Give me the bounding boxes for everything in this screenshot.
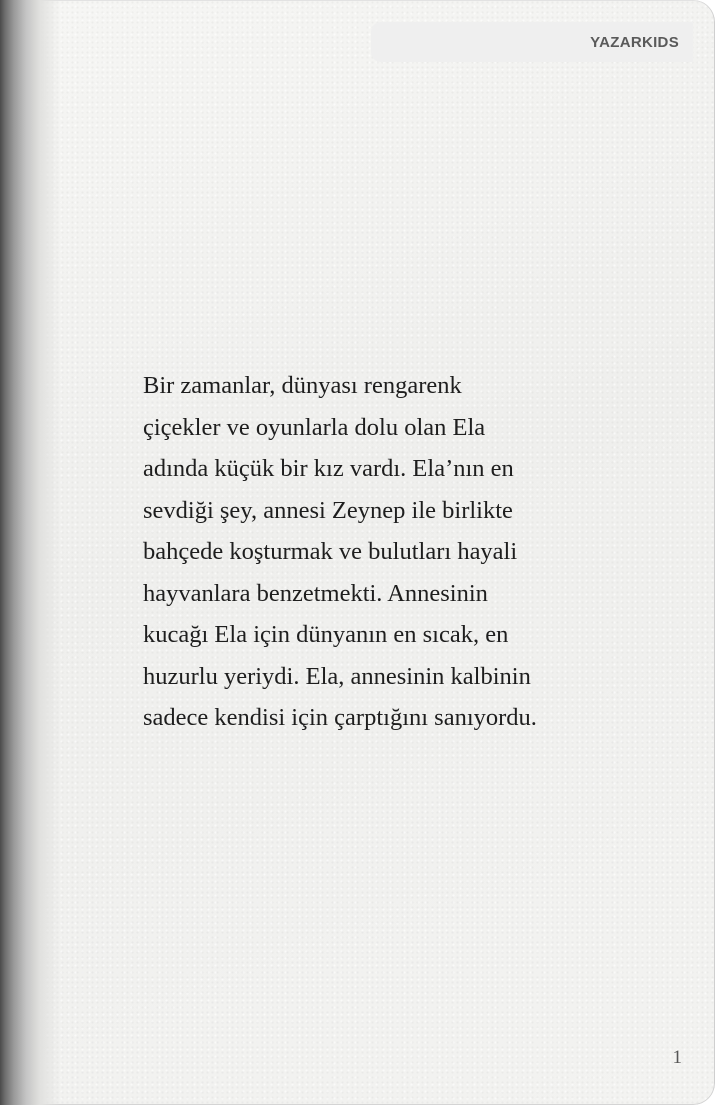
brand-label: YAZARKIDS [590,33,679,51]
story-line: sevdiği şey, annesi Zeynep ile birlikte [143,496,513,524]
brand-tag [371,22,693,62]
story-line: çiçekler ve oyunlarla dolu olan Ela [143,413,486,441]
story-line: bahçede koşturmak ve bulutları hayali [143,538,518,565]
story-line: sadece kendisi için çarptığını sanıyordu. [143,704,537,731]
story-line: hayvanlara benzetmekti. Annesinin [143,579,488,607]
story-paragraph [143,365,623,739]
story-line: Bir zamanlar, dünyası rengarenk [143,372,462,399]
story-line: adında küçük bir kız vardı. Ela’nın en [143,455,514,482]
story-line: huzurlu yeriydi. Ela, annesinin kalbinin [143,662,531,690]
book-spine-shadow [0,0,60,1105]
story-line: kucağı Ela için dünyanın en sıcak, en [143,621,509,648]
page-number: 1 [672,1047,682,1068]
